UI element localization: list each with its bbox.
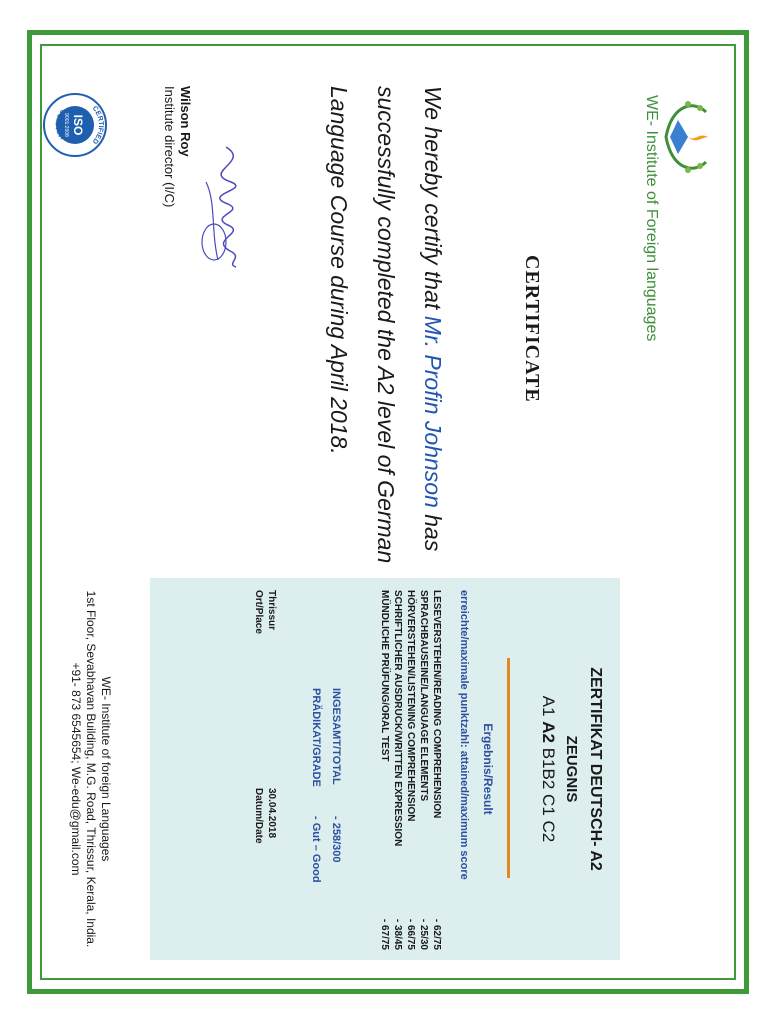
orange-divider: [507, 658, 510, 878]
date-block: [252, 788, 278, 844]
footer-address: [68, 578, 113, 960]
score-label: SCHRIFTLICHER AUSDRUCK/WRITTEN EXPRESSION: [392, 590, 403, 847]
score-label: MÜNDLICHE PRÜFUNG/ORAL TEST: [379, 590, 390, 762]
statement-start: We hereby certify that: [420, 86, 446, 316]
score-row: [430, 590, 442, 950]
date-value: 30.04.2018: [266, 788, 277, 839]
signature-icon: [186, 142, 256, 272]
score-row: [404, 590, 416, 950]
iso-label: ISO: [71, 114, 85, 136]
place-value: Thrissur: [266, 590, 277, 631]
panel-subtitle: ZEUGNIS: [563, 735, 580, 803]
footer-line-2: 1st Floor, Sevabhavan Building, M.G. Road, Thrissur, Kerala, India.: [84, 590, 98, 948]
result-panel: [150, 578, 620, 960]
score-value: - 25/30: [418, 918, 429, 950]
score-row: [417, 590, 429, 950]
signer-block: [161, 86, 193, 207]
iso-seal-icon: [42, 92, 108, 158]
panel-title: ZERTIFIKAT DEUTSCH- A2: [587, 667, 604, 871]
place-block: [252, 590, 278, 634]
level-a1: A1: [539, 695, 558, 717]
statement-end: has successfully completed the A2 level of German Language Course during April 2018.: [326, 86, 446, 564]
institute-name: WE- Institute of Foreign languages: [643, 95, 660, 342]
footer-line-3: +91- 873 6545654; We-edu@gmail.com: [69, 662, 83, 876]
iso-number: 9001:2008: [63, 113, 69, 137]
score-value: - 67/75: [379, 918, 390, 950]
grade-label: PRÄDIKAT/GRADE: [310, 688, 322, 787]
iso-top-text: CERTIFIED: [90, 105, 105, 145]
student-name: Mr. Profin Johnson: [420, 315, 446, 508]
level-a2: A2: [539, 721, 558, 744]
score-value: - 66/75: [405, 918, 416, 950]
level-scale: [538, 578, 558, 960]
total-value: - 258/300: [330, 816, 342, 863]
result-heading: Ergebnis/Result: [481, 723, 495, 815]
score-header: erreichte/maximale punktzahl: attained/maximum score: [458, 590, 470, 880]
date-label: Datum/Date: [253, 788, 264, 844]
certificate-title: CERTIFICATE: [521, 255, 543, 403]
grade-value: - Gut – Good: [310, 816, 322, 883]
score-value: - 62/75: [431, 918, 442, 950]
score-row: [378, 590, 390, 950]
level-rest: B1B2 C1 C2: [539, 747, 558, 843]
iso-bottom-text: COMPANY: [53, 107, 67, 143]
institute-logo-icon: [660, 92, 716, 182]
score-label: LESEVERSTEHEN/READING COMPREHENSION: [431, 590, 442, 819]
score-row: [391, 590, 403, 950]
certificate-statement: [315, 86, 456, 646]
score-label: HÖRVERSTEHEN/LISTENING COMPREHENSION: [405, 590, 416, 822]
place-label: Ort/Place: [253, 590, 264, 634]
score-label: SPRACHBAUSEINE/LANGUAGE ELEMENTS: [418, 590, 429, 802]
score-value: - 38/45: [392, 918, 403, 950]
total-label: INGESAMT/TOTAL: [330, 688, 342, 785]
footer-line-1: WE- Institute of foreign Languages: [99, 676, 113, 862]
signer-role: Institute director (I/C): [162, 86, 177, 208]
signer-name: Wilson Roy: [178, 86, 193, 157]
